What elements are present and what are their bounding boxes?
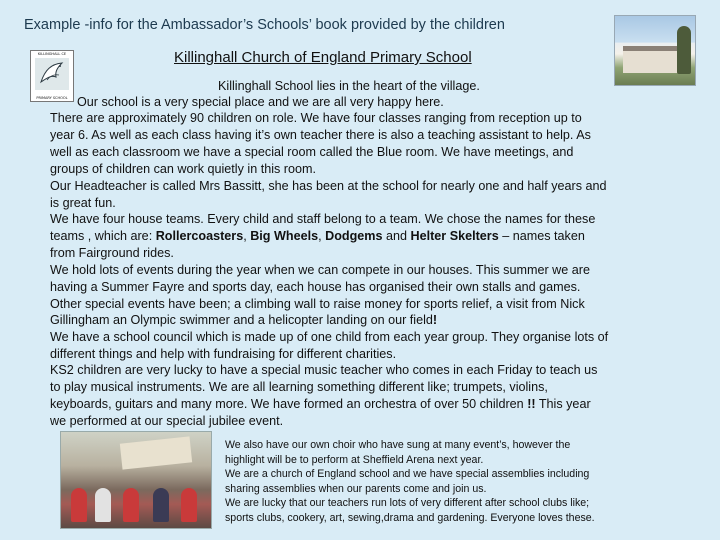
field-line — [50, 312, 437, 329]
photo-child — [123, 488, 139, 522]
photo-child — [95, 488, 111, 522]
team-dodgems: Dodgems — [325, 229, 383, 243]
body-line: different things and help with fundraising for different charities. — [50, 347, 397, 361]
body-line: we performed at our special jubilee event. — [50, 414, 284, 428]
exclamation: !! — [527, 397, 536, 411]
orchestra-line — [50, 396, 591, 413]
body-line: Our Headteacher is called Mrs Bassitt, she has been at the school for nearly one and half years and — [50, 179, 607, 193]
body-line: from Fairground rides. — [50, 246, 174, 260]
small-line: We are lucky that our teachers run lots of very different after school clubs like; — [225, 497, 590, 509]
school-building-photo — [614, 15, 696, 86]
small-line: sports clubs, cookery, art, sewing,drama and gardening. Everyone loves these. — [225, 512, 595, 524]
logo-text-top: KILLINGHALL CE — [37, 52, 67, 56]
teams-prefix: teams , which are: — [50, 229, 156, 243]
body-line: There are approximately 90 children on role. We have four classes ranging from reception up to — [50, 111, 582, 125]
team-rollercoasters: Rollercoasters — [155, 229, 244, 243]
team-big-wheels: Big Wheels — [250, 229, 319, 243]
body-line: We hold lots of events during the year when we can compete in our houses. This summer we are — [50, 263, 590, 277]
body-line: We have a school council which is made up of one child from each year group. They organise lots of — [50, 330, 609, 344]
orchestra-text: keyboards, guitars and many more. We have formed an orchestra of over 50 children — [50, 397, 528, 411]
school-logo — [30, 50, 74, 102]
small-line: sharing assemblies when our parents come and join us. — [225, 483, 487, 495]
logo-bird-icon — [35, 58, 69, 90]
school-name-heading: Killinghall Church of England Primary School — [174, 49, 472, 66]
field-text: Gillingham an Olympic swimmer and a helicopter landing on our field — [50, 313, 433, 327]
house-teams-line — [50, 228, 585, 245]
team-separator: , — [243, 229, 251, 243]
small-line: We are a church of England school and we have special assemblies including — [225, 468, 590, 480]
teams-suffix: – names taken — [498, 229, 585, 243]
team-separator: and — [382, 229, 411, 243]
body-line: to play musical instruments. We are all learning something different like; trumpets, violins, — [50, 380, 548, 394]
logo-text-bottom: PRIMARY SCHOOL — [36, 96, 68, 100]
body-line: Killinghall School lies in the heart of the village. — [218, 79, 480, 93]
photo-child — [71, 488, 87, 522]
team-separator: , — [318, 229, 326, 243]
page-title: Example -info for the Ambassador’s Schools’ book provided by the children — [24, 17, 505, 33]
small-line: We also have our own choir who have sung at many event’s, however the — [225, 439, 571, 451]
body-line: Our school is a very special place and we are all very happy here. — [77, 95, 444, 109]
body-line: year 6. As well as each class having it’s own teacher there is also a teaching assistant to help. As — [50, 128, 591, 142]
photo-building — [623, 46, 679, 73]
exclamation: ! — [432, 313, 438, 327]
body-line: Other special events have been; a climbing wall to raise money for sports relief, a visit from Nick — [50, 297, 585, 311]
body-line: having a Summer Fayre and sports day, each house has organised their own stalls and games. — [50, 280, 581, 294]
photo-banner — [120, 436, 192, 469]
photo-tree — [677, 26, 691, 74]
body-line: is great fun. — [50, 196, 116, 210]
body-line: well as each classroom we have a special room called the Blue room. We have meetings, and — [50, 145, 574, 159]
body-line: We have four house teams. Every child and staff belong to a team. We chose the names for these — [50, 212, 596, 226]
body-line: KS2 children are very lucky to have a special music teacher who comes in each Friday to teach us — [50, 363, 598, 377]
body-line: groups of children can work quietly in this room. — [50, 162, 316, 176]
team-helter-skelters: Helter Skelters — [410, 229, 499, 243]
photo-child — [181, 488, 197, 522]
small-line: highlight will be to perform at Sheffield Arena next year. — [225, 454, 484, 466]
children-orchestra-photo — [60, 431, 212, 529]
orchestra-suffix: This year — [535, 397, 591, 411]
photo-child — [153, 488, 169, 522]
